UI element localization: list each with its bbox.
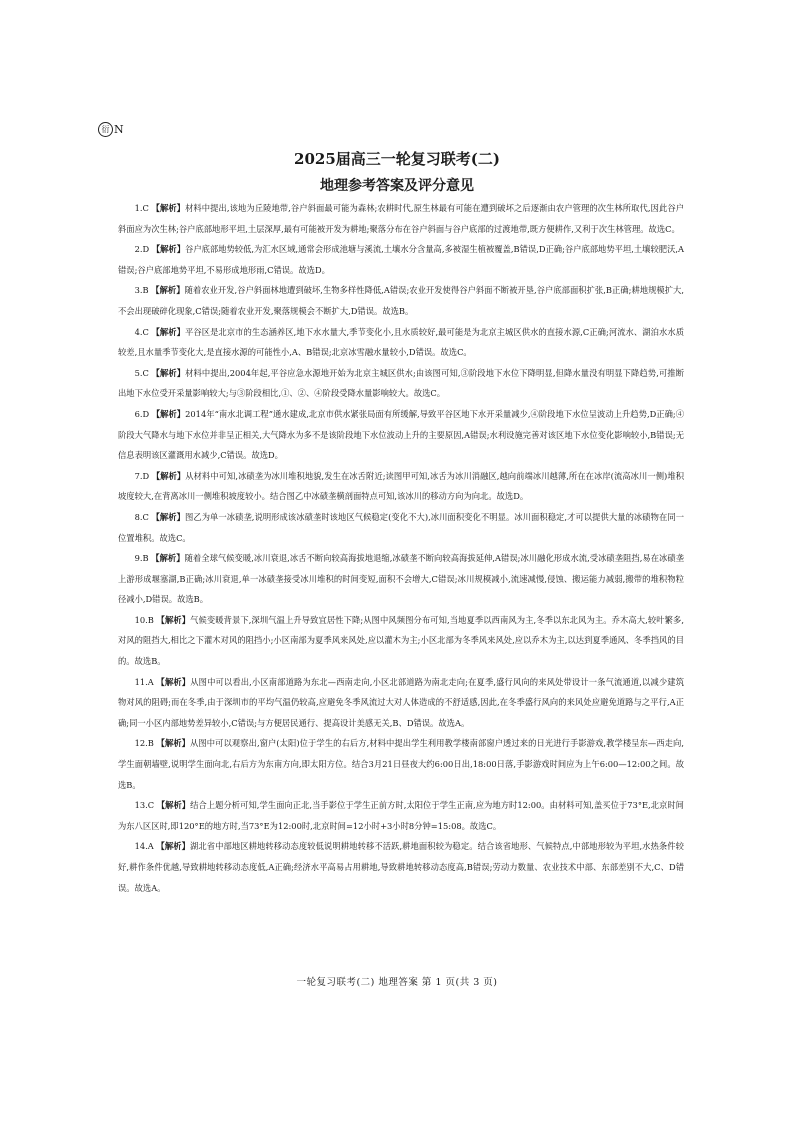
answer-item — [118, 280, 684, 321]
page-subtitle: 地理参考答案及评分意见 — [320, 178, 474, 194]
answer-number: 2.D — [134, 244, 150, 255]
answer-number: 7.D — [134, 470, 150, 481]
answer-number: 3.B — [134, 285, 149, 296]
answer-number: 8.C — [134, 511, 149, 522]
answer-item — [118, 733, 684, 795]
seal-icon: 衍 — [98, 122, 113, 137]
answer-item — [118, 363, 684, 404]
answer-item — [118, 795, 684, 836]
answer-text: 图乙为单一冰碛垄,说明形成该冰碛垄时该地区气候稳定(变化不大),冰川面积变化不明显。冰川面积稳定,才可以提供大量的冰碛物在同一位置堆积。故选C。 — [118, 511, 684, 543]
answer-item — [118, 322, 684, 363]
answer-number: 13.C — [134, 800, 155, 811]
answer-item — [118, 239, 684, 280]
answer-text: 材料中提出,2004年起,平谷应急水源地开始为北京主城区供水;由该图可知,③阶段地下水位下降明显,但降水量没有明显下降趋势,可推断出地下水位受开采量影响较大;与③阶段相比,①、②、④阶段受降水量影响较大。故选C。 — [118, 367, 684, 399]
answer-number: 14.A — [134, 841, 154, 852]
answer-number: 6.D — [134, 408, 150, 419]
answer-number: 1.C — [134, 203, 149, 213]
page-title: 2025届高三一轮复习联考(二) — [294, 150, 500, 168]
answer-item — [118, 507, 684, 548]
answer-item — [118, 836, 684, 898]
answer-item — [118, 404, 684, 466]
analysis-tag: 【解析】 — [151, 553, 185, 564]
answer-text: 材料中提出,该地为丘陵地带,谷户斜面最可能为森林;农耕时代,原生林最有可能在遭到破坏之后逐渐由农户管理的次生林所取代,因此谷户斜面应为次生林;谷户底部地形平坦,土层深厚,最有可能被开发为耕地;聚落分布在谷户斜面与谷户底部的过渡地带,既方便耕作,又利于次生林管理。故选C。 — [118, 203, 684, 234]
corner-mark — [98, 122, 124, 137]
analysis-tag: 【解析】 — [156, 841, 191, 852]
answer-number: 9.B — [134, 553, 149, 564]
answer-text: 从图中可以观察出,窗户(太阳)位于学生的右后方,材料中提出学生利用教学楼南部窗户透过来的日光进行手影游戏,教学楼呈东—西走向,学生面朝墙壁,说明学生面向北,右后方为东南方向,即太阳方位。结合3月21日昼夜大约6:00日出,18:00日落,手影游戏时间应为上午6:00—12:00之间。故选B。 — [118, 738, 684, 790]
analysis-tag: 【解析】 — [151, 408, 186, 419]
analysis-tag: 【解析】 — [156, 614, 191, 625]
answer-text: 随着全球气候变暖,冰川衰退,冰舌不断向较高海拔地退缩,冰碛垄不断向较高海拔延伸,A错误;冰川融化形成水流,受冰碛垄阻挡,易在冰碛垄上游形成堰塞湖,B正确;冰川衰退,单一冰碛垄接受冰川堆积的时间变短,面积不会增大,C错误;冰川规模减小,流速减慢,侵蚀、搬运能力减弱,搬带的堆积物粒径减小,D错误。故选B。 — [118, 553, 684, 605]
analysis-tag: 【解析】 — [156, 676, 191, 687]
answer-text: 从图中可以看出,小区南部道路为东北—西南走向,小区北部道路为南北走向;在夏季,盛行风向的来风处带设计一条气流通道,以减少建筑物对风的阻碍;而在冬季,由于深圳市的平均气温仍较高,应避免冬季风流过大对人体造成的不舒适感,因此,在冬季盛行风向的来风处应避免道路与之平行,A正确;同一小区内部地势差异较小,C错误;与方便居民通行、提高设计美感无关,B、D错误。故选A。 — [118, 676, 684, 728]
answer-number: 11.A — [134, 676, 154, 687]
answer-text: 平谷区是北京市的生态涵养区,地下水水量大,季节变化小,且水质较好,最可能是为北京主城区供水的直接水源,C正确;河流水、湖泊水水质较差,且水量季节变化大,是直接水源的可能性小,A、B错误;北京冰雪融水量较小,D错误。故选C。 — [118, 326, 684, 358]
answer-text: 结合上题分析可知,学生面向正北,当手影位于学生正前方时,太阳位于学生正南,应为地方时12:00。由材料可知,盖买位于73°E,北京时间为东八区区时,即120°E的地方时,当73°E为12:00时,北京时间=12小时+3小时8分钟=15:08。故选C。 — [118, 800, 684, 831]
answer-text: 湖北省中部地区耕地转移动态度较低说明耕地转移不活跃,耕地面积较为稳定。结合该省地形、气候特点,中部地形较为平坦,水热条件较好,耕作条件优越,导致耕地转移动态度低,A正确;经济水平高易占用耕地,导致耕地转移动态度高,B错误;劳动力数量、农业技术中部、东部差别不大,C、D错误。故选A。 — [118, 841, 684, 893]
answer-text: 气候变暖背景下,深圳气温上升导致宜居性下降;从图中风频图分布可知,当地夏季以西南风为主,冬季以东北风为主。乔木高大,较叶繁多,对风的阻挡大,相比之下灌木对风的阻挡小;小区南部为夏季风来风处,应以灌木为主;小区北部为冬季风来风处,应以乔木为主,以达到夏季通风、冬季挡风的目的。故选B。 — [118, 614, 684, 667]
answer-item — [118, 610, 684, 672]
analysis-tag: 【解析】 — [151, 244, 186, 255]
answer-list — [118, 198, 684, 898]
answer-number: 12.B — [134, 738, 154, 749]
corner-letter: N — [114, 123, 124, 136]
analysis-tag: 【解析】 — [151, 285, 185, 296]
answer-item — [118, 672, 684, 734]
analysis-tag: 【解析】 — [151, 470, 186, 481]
answer-item — [118, 548, 684, 610]
analysis-tag: 【解析】 — [156, 738, 191, 749]
answer-item — [118, 198, 684, 239]
answer-number: 4.C — [134, 326, 149, 337]
answer-text: 谷户底部地势较低,为汇水区域,通常会形成池塘与溪流,土壤水分含量高,多被湿生植被覆盖,B错误,D正确;谷户底部地势平坦,土壤较肥沃,A错误;谷户底部地势平坦,不易形成地形雨,C错误。故选D。 — [118, 244, 684, 275]
analysis-tag: 【解析】 — [151, 511, 185, 522]
answer-text: 随着农业开发,谷户斜面林地遭到破坏,生物多样性降低,A错误;农业开发使得谷户斜面不断被开垦,谷户底部面积扩张,B正确;耕地规模扩大,不会出现破碎化现象,C错误;随着农业开发,聚落规模会不断扩大,D错误。故选B。 — [118, 285, 684, 316]
answer-text: 2014年“南水北调工程”通水建成,北京市供水紧张局面有所缓解,导致平谷区地下水开采量减少,④阶段地下水位呈波动上升趋势,D正确;④阶段大气降水与地下水位并非呈正相关,大气降水为多不是该阶段地下水位波动上升的主要原因,A错误;水利设施完善对该区地下水位变化影响较小,B错误;无信息表明该区灌溉用水减少,C错误。故选D。 — [118, 408, 684, 461]
analysis-tag: 【解析】 — [151, 326, 185, 337]
answer-number: 10.B — [134, 614, 154, 625]
page-footer: 一轮复习联考(二) 地理答案 第 1 页(共 3 页) — [296, 977, 498, 988]
analysis-tag: 【解析】 — [156, 800, 191, 811]
analysis-tag: 【解析】 — [151, 367, 186, 378]
analysis-tag: 【解析】 — [151, 203, 186, 213]
answer-text: 从材料中可知,冰碛垄为冰川堆积地貌,发生在冰舌附近;读图甲可知,冰舌为冰川消融区,越向前端冰川越薄,所在在冰岸(流高冰川一侧)堆积坡度较大,在背离冰川一侧堆积坡度较小。结合图乙中冰碛垄横剖面特点可知,该冰川的移动方向为向北。故选D。 — [118, 470, 684, 502]
answer-item — [118, 466, 684, 507]
answer-number: 5.C — [134, 367, 149, 378]
